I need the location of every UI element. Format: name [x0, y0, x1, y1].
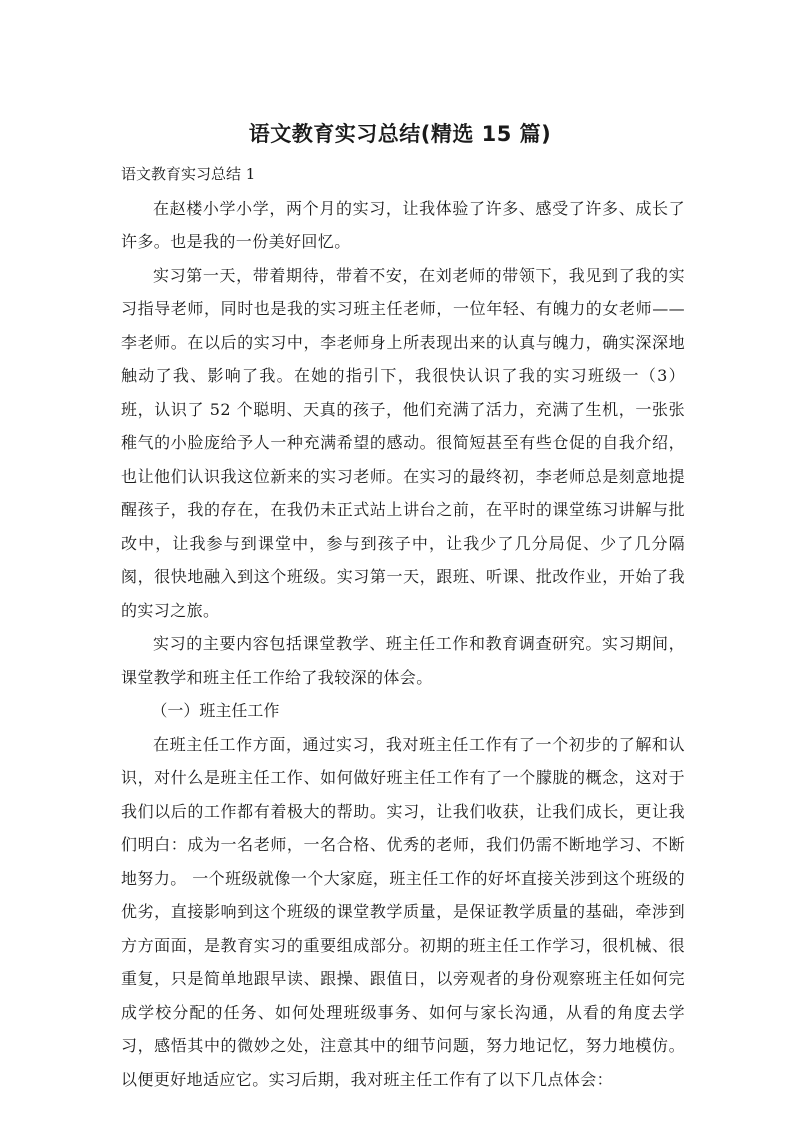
paragraph: 在赵楼小学小学，两个月的实习，让我体验了许多、感受了许多、成长了许多。也是我的一份美好回忆。	[121, 198, 685, 251]
document-body	[121, 158, 685, 1096]
section-subtitle: 语文教育实习总结 1	[121, 165, 256, 183]
document-title: 语文教育实习总结(精选 15 篇)	[248, 122, 552, 146]
paragraph: 在班主任工作方面，通过实习，我对班主任工作有了一个初步的了解和认识，对什么是班主任工作、如何做好班主任工作有了一个朦胧的概念，这对于我们以后的工作都有着极大的帮助。实习，让我们收获，让我们成长，更让我们明白：成为一名老师，一名合格、优秀的老师，我们仍需不断地学习、不断地努力。 一个班级就像一个大家庭，班主任工作的好坏直接关涉到这个班级的优劣，直接影响到这个班级的课堂教学质量，是保证教学质量的基础，牵涉到方方面面，是教育实习的重要组成部分。初期的班主任工作学习，很机械、很重复，只是简单地跟早读、跟操、跟值日，以旁观者的身份观察班主任如何完成学校分配的任务、如何处理班级事务、如何与家长沟通，从看的角度去学习，感悟其中的微妙之处，注意其中的细节问题，努力地记忆，努力地模仿。以便更好地适应它。实习后期，我对班主任工作有了以下几点体会：	[121, 734, 685, 1089]
section-heading: （一）班主任工作	[151, 701, 280, 720]
paragraph: 实习第一天，带着期待，带着不安，在刘老师的带领下，我见到了我的实习指导老师，同时也是我的实习班主任老师，一位年轻、有魄力的女老师——李老师。在以后的实习中，李老师身上所表现出来的认真与魄力，确实深深地触动了我、影响了我。在她的指引下，我很快认识了我的实习班级一（3）班，认识了 52 个聪明、天真的孩子，他们充满了活力，充满了生机，一张张稚气的小脸庞给予人一种充满希望的感动。很简短甚至有些仓促的自我介绍，也让他们认识我这位新来的实习老师。在实习的最终初，李老师总是刻意地提醒孩子，我的存在，在我仍未正式站上讲台之前，在平时的课堂练习讲解与批改中，让我参与到课堂中，参与到孩子中，让我少了几分局促、少了几分隔阂，很快地融入到这个班级。实习第一天，跟班、听课、批改作业，开始了我的实习之旅。	[121, 265, 685, 620]
paragraph: 实习的主要内容包括课堂教学、班主任工作和教育调查研究。实习期间，课堂教学和班主任工作给了我较深的体会。	[121, 634, 685, 687]
